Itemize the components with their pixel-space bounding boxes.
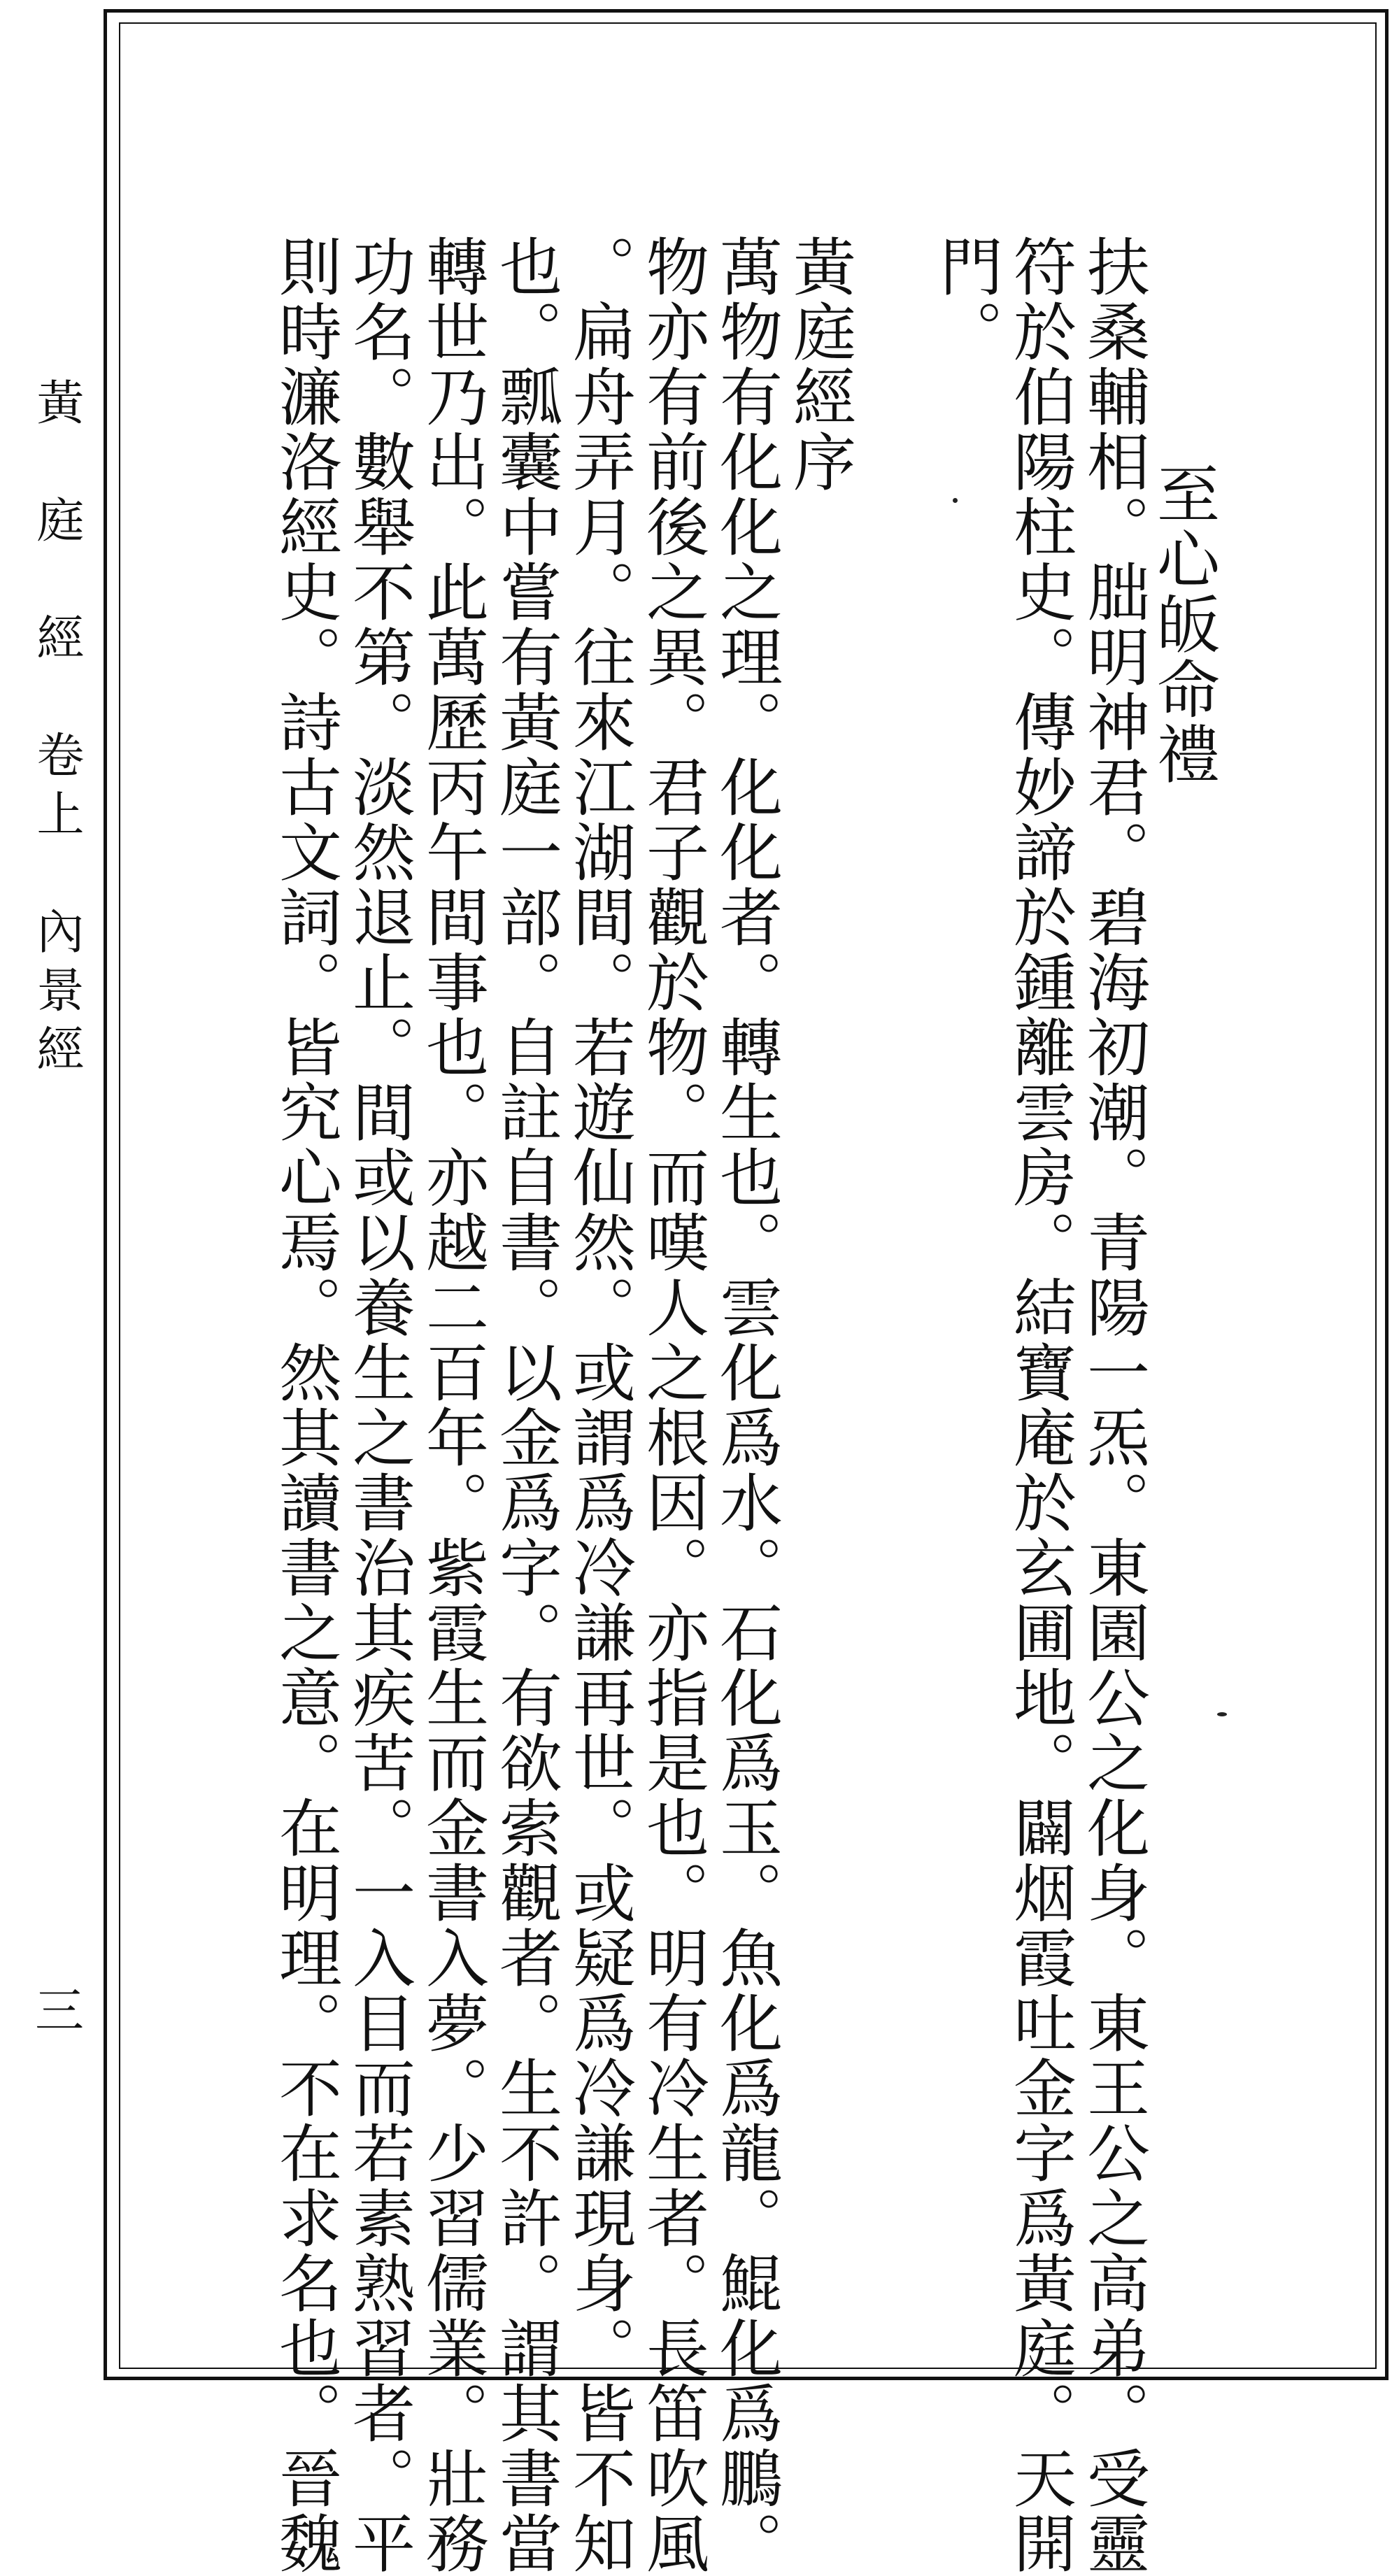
text-column: 物亦有前後之異。君子觀於物。而嘆人之根因。亦指是也。明有冷生者。長笛吹風 — [635, 234, 709, 2576]
ink-speck — [953, 498, 958, 503]
text-column: 扶桑輔相。朏明神君。碧海初潮。青陽一炁。東園公之化身。東王公之高弟。受靈 — [1076, 234, 1149, 2576]
ink-speck — [1217, 1712, 1227, 1716]
text-column: 則時濂洛經史。詩古文詞。皆究心焉。然其讀書之意。在明理。不在求名也。晉魏 — [268, 234, 341, 2576]
text-column: 功名。數舉不第。淡然退止。間或以養生之書治其疾苦。一入目而若素熟習者。平 — [341, 234, 415, 2576]
text-column: 。扁舟弄月。往來江湖間。若遊仙然。或謂爲冷謙再世。或疑爲冷謙現身。皆不知 — [562, 234, 635, 2576]
text-column: 也。瓢囊中嘗有黃庭一部。自註自書。以金爲字。有欲索觀者。生不許。謂其書當 — [488, 234, 562, 2576]
margin-book-title: 黃 庭 經 卷上 內景經 — [29, 378, 84, 1083]
ceremony-heading: 至心皈命禮 — [1146, 462, 1219, 787]
text-column: 萬物有化化之理。化化者。轉生也。雲化爲水。石化爲玉。魚化爲龍。鯤化爲鵬。 — [709, 234, 782, 2576]
text-column: 門。 — [929, 234, 1002, 364]
text-column: 轉世乃出。此萬歷丙午間事也。亦越二百年。紫霞生而金書入夢。少習儒業。壯務 — [415, 234, 488, 2576]
page-number: 三 — [35, 1982, 84, 2040]
text-column: 符於伯陽柱史。傳妙諦於鍾離雲房。結寶庵於玄圃地。闢烟霞吐金字爲黃庭。天開 — [1002, 234, 1076, 2576]
section-title: 黃庭經序 — [782, 234, 855, 494]
